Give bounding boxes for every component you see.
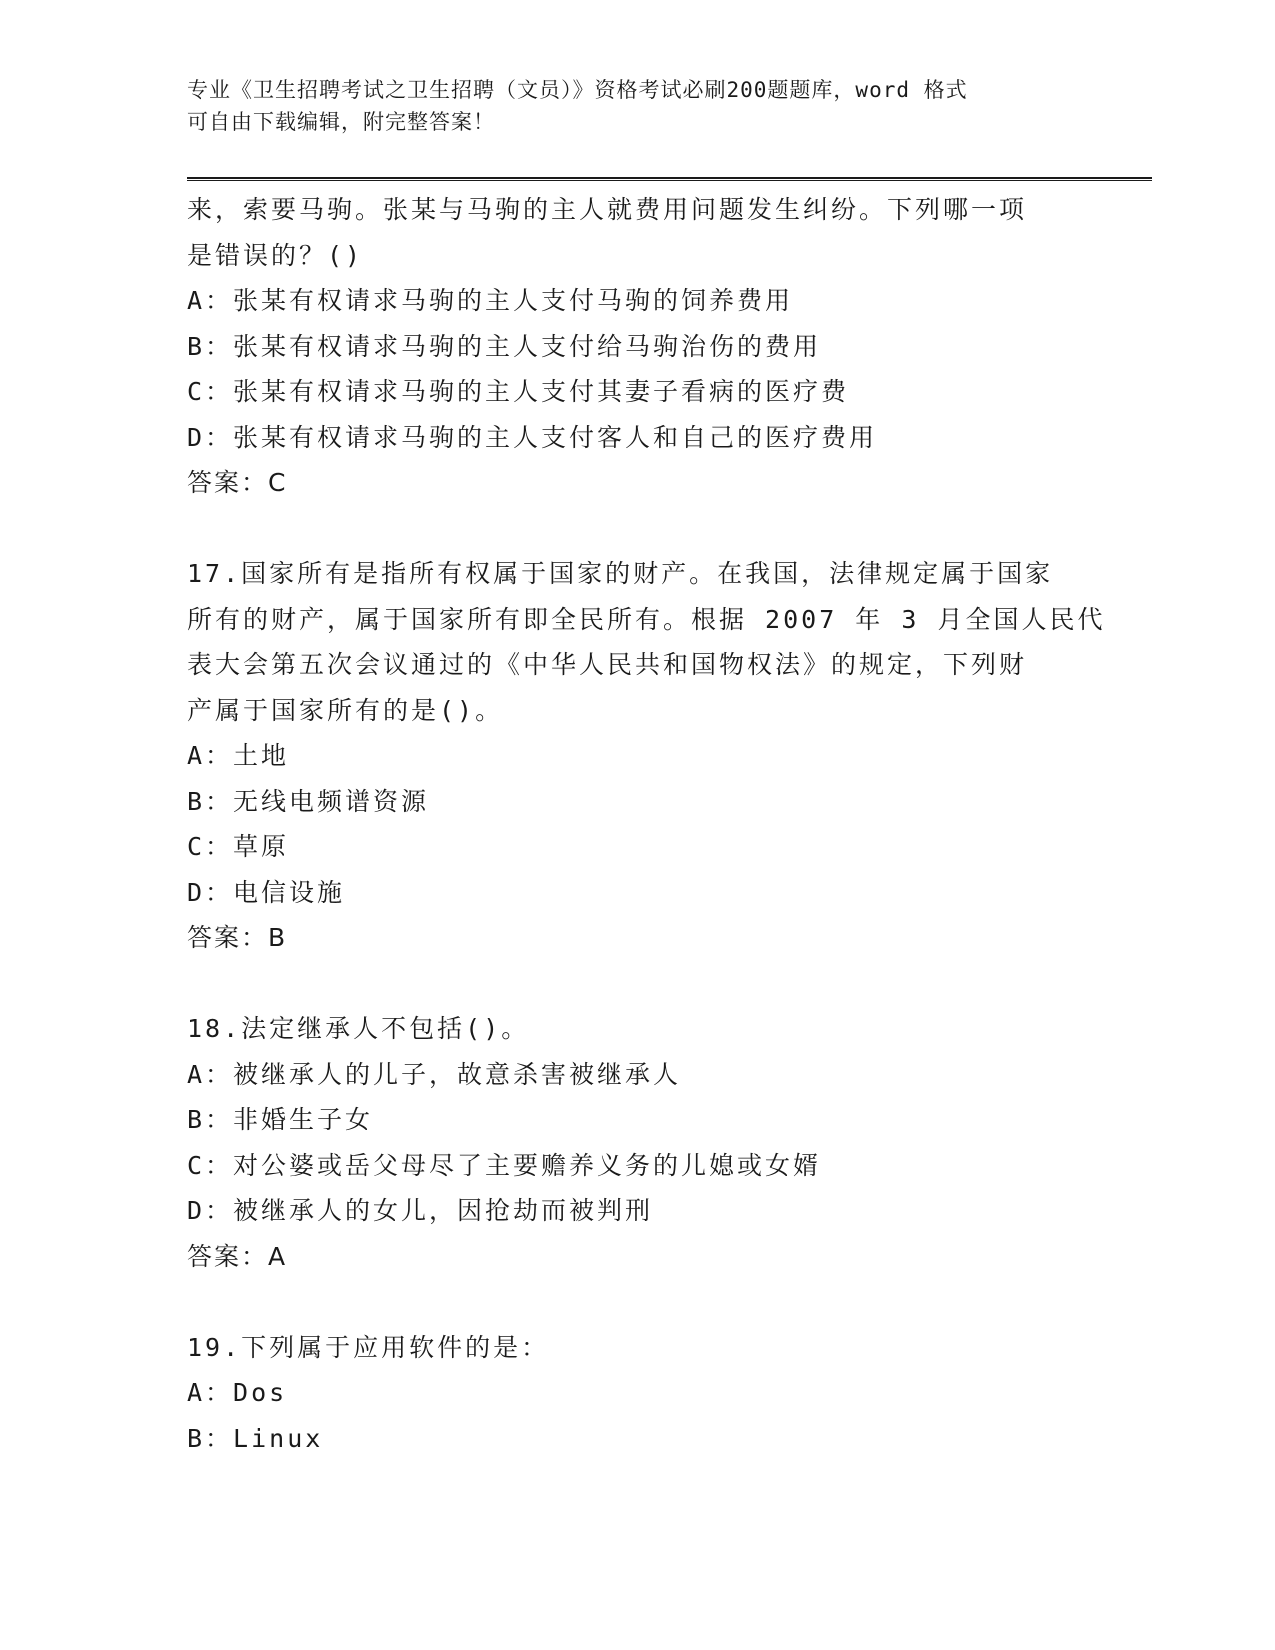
answer-label: 答案：A [187, 1241, 288, 1271]
spacer [187, 961, 1087, 1007]
option-a: A：土地 [187, 741, 290, 770]
question-text-line: 17.国家所有是指所有权属于国家的财产。在我国，法律规定属于国家 [187, 559, 1054, 588]
spacer [187, 506, 1087, 552]
option-d: D：张某有权请求马驹的主人支付客人和自己的医疗费用 [187, 422, 878, 452]
question-18 [187, 1006, 1087, 1279]
answer-label: 答案：C [187, 468, 288, 497]
option-c: C：对公婆或岳父母尽了主要赡养义务的儿媳或女婿 [187, 1150, 822, 1180]
question-text-line: 所有的财产，属于国家所有即全民所有。根据 2007 年 3 月全国人民代 [187, 604, 1106, 634]
option-d: D：电信设施 [187, 877, 346, 907]
option-a: A：被继承人的儿子，故意杀害被继承人 [187, 1059, 682, 1089]
question-17 [187, 551, 1106, 961]
question-text-line: 来，索要马驹。张某与马驹的主人就费用问题发生纠纷。下列哪一项 [187, 195, 1028, 224]
option-b: B：无线电频谱资源 [187, 786, 430, 816]
header-line-1: 专业《卫生招聘考试之卫生招聘（文员）》资格考试必刷200题题库，word 格式 [187, 78, 968, 102]
option-c: C：张某有权请求马驹的主人支付其妻子看病的医疗费 [187, 377, 850, 406]
question-text-line: 是错误的？() [187, 240, 364, 270]
option-b: B：非婚生子女 [187, 1105, 374, 1134]
question-16 [187, 187, 1087, 506]
answer-label: 答案：B [187, 923, 288, 952]
spacer [187, 1279, 1087, 1325]
option-c: C：草原 [187, 832, 290, 861]
option-b: B：张某有权请求马驹的主人支付给马驹治伤的费用 [187, 331, 822, 361]
option-b: B：Linux [187, 1423, 324, 1453]
option-d: D：被继承人的女儿，因抢劫而被判刑 [187, 1196, 654, 1225]
question-19 [187, 1325, 1087, 1462]
header-divider [187, 177, 1152, 181]
question-text-line: 18.法定继承人不包括()。 [187, 1014, 530, 1043]
header-line-2: 可自由下载编辑，附完整答案！ [187, 110, 495, 134]
question-content [187, 187, 1106, 1461]
question-text-line: 表大会第五次会议通过的《中华人民共和国物权法》的规定，下列财 [187, 650, 1028, 679]
question-text-line: 产属于国家所有的是()。 [187, 695, 504, 725]
question-text-line: 19.下列属于应用软件的是： [187, 1332, 550, 1362]
option-a: A：张某有权请求马驹的主人支付马驹的饲养费用 [187, 286, 794, 315]
option-a: A：Dos [187, 1378, 288, 1407]
page-header [187, 74, 1087, 138]
